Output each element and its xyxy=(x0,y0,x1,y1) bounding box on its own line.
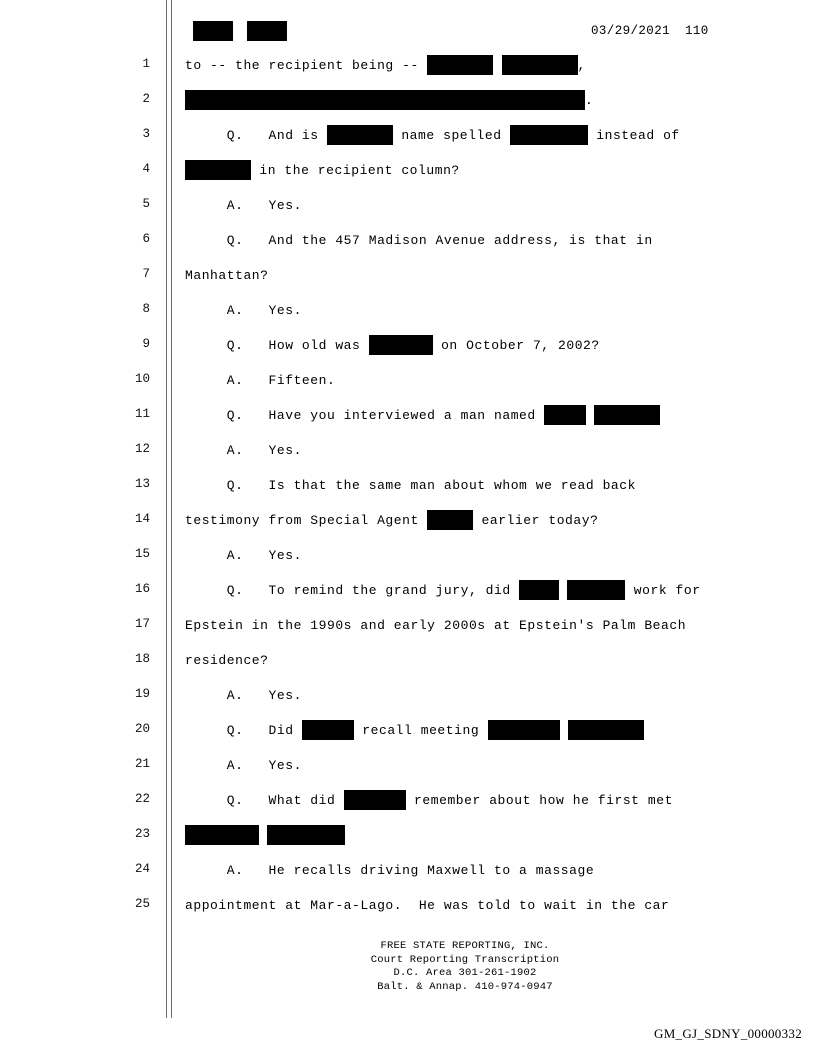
line-text-segment xyxy=(559,583,567,598)
line-number: 10 xyxy=(134,372,150,386)
line-text-segment: in the recipient column? xyxy=(251,163,460,178)
transcript-line xyxy=(0,645,816,680)
line-number: 24 xyxy=(134,862,150,876)
line-number: 20 xyxy=(134,722,150,736)
line-number: 13 xyxy=(134,477,150,491)
line-text xyxy=(185,720,644,742)
line-text-segment: Epstein in the 1990s and early 2000s at Epstein's Palm Beach xyxy=(185,618,687,633)
line-text-segment: Q. Is that the same man about whom we read back xyxy=(185,478,636,493)
line-text xyxy=(185,230,653,252)
line-text xyxy=(185,545,302,567)
footer-line: Court Reporting Transcription xyxy=(370,953,560,966)
transcript-line xyxy=(0,470,816,505)
line-text-segment: A. Yes. xyxy=(185,198,302,213)
line-text-segment xyxy=(560,723,568,738)
line-text-segment xyxy=(586,408,594,423)
line-text-segment: Q. Have you interviewed a man named xyxy=(185,408,545,423)
line-number: 4 xyxy=(142,162,150,176)
line-text-segment: on October 7, 2002? xyxy=(432,338,600,353)
line-number: 12 xyxy=(134,442,150,456)
line-text xyxy=(185,825,345,847)
line-text xyxy=(185,160,460,182)
line-text xyxy=(185,895,669,917)
line-text-segment: testimony from Special Agent xyxy=(185,513,428,528)
redaction-block xyxy=(185,825,259,845)
transcript-line xyxy=(0,540,816,575)
line-text-segment: A. Yes. xyxy=(185,548,302,563)
line-text xyxy=(185,125,680,147)
transcript-line xyxy=(0,435,816,470)
redaction-block xyxy=(327,125,393,145)
line-number: 15 xyxy=(134,547,150,561)
transcript-line xyxy=(0,610,816,645)
line-text xyxy=(185,685,302,707)
transcript-line xyxy=(0,750,816,785)
transcript-line xyxy=(0,120,816,155)
line-text xyxy=(185,90,593,112)
footer-line: D.C. Area 301-261-1902 xyxy=(393,967,537,979)
line-number: 3 xyxy=(142,127,150,141)
transcript-line xyxy=(0,785,816,820)
line-text xyxy=(185,475,636,497)
line-text-segment: appointment at Mar-a-Lago. He was told to wait in the car xyxy=(185,898,670,913)
transcript-line xyxy=(0,50,816,85)
line-number: 17 xyxy=(134,617,150,631)
redaction-block xyxy=(185,160,251,180)
line-text-segment: A. Yes. xyxy=(185,443,302,458)
line-text-segment: Manhattan? xyxy=(185,268,269,283)
line-text xyxy=(185,195,302,217)
line-text-segment: remember about how he first met xyxy=(405,793,673,808)
line-text-segment: Q. Did xyxy=(185,723,302,738)
transcript-line xyxy=(0,400,816,435)
line-number: 21 xyxy=(134,757,150,771)
line-number: 2 xyxy=(142,92,150,106)
line-number: 25 xyxy=(134,897,150,911)
line-text-segment xyxy=(259,828,267,843)
line-number: 19 xyxy=(134,687,150,701)
line-text-segment: Q. How old was xyxy=(185,338,369,353)
line-text xyxy=(185,580,701,602)
line-number: 7 xyxy=(142,267,150,281)
line-text-segment: A. He recalls driving Maxwell to a massage xyxy=(185,863,595,878)
transcript-line xyxy=(0,155,816,190)
line-text xyxy=(185,300,302,322)
line-number: 6 xyxy=(142,232,150,246)
redaction-block xyxy=(193,21,233,41)
redaction-block xyxy=(185,90,585,110)
line-text xyxy=(185,440,302,462)
line-text xyxy=(185,55,586,77)
line-text-segment: Q. And is xyxy=(185,128,327,143)
redaction-block xyxy=(488,720,560,740)
line-text xyxy=(185,790,673,812)
line-text xyxy=(185,405,660,427)
footer-line: FREE STATE REPORTING, INC. xyxy=(380,940,550,952)
line-number: 22 xyxy=(134,792,150,806)
redaction-block xyxy=(502,55,578,75)
line-number: 8 xyxy=(142,302,150,316)
line-number: 5 xyxy=(142,197,150,211)
line-number: 14 xyxy=(134,512,150,526)
transcript-body xyxy=(0,50,816,925)
redaction-block xyxy=(427,55,493,75)
line-text xyxy=(185,335,600,357)
line-text-segment: A. Yes. xyxy=(185,688,302,703)
bates-stamp: GM_GJ_SDNY_00000332 xyxy=(654,1026,802,1041)
line-text-segment: instead of xyxy=(587,128,680,143)
line-text-segment: name spelled xyxy=(392,128,510,143)
line-text-segment xyxy=(493,58,501,73)
transcript-line xyxy=(0,365,816,400)
line-text-segment: recall meeting xyxy=(353,723,488,738)
line-text xyxy=(185,860,594,882)
line-text-segment: Q. And the 457 Madison Avenue address, is that in xyxy=(185,233,653,248)
transcript-line xyxy=(0,505,816,540)
transcript-line xyxy=(0,575,816,610)
line-number: 23 xyxy=(134,827,150,841)
line-text-segment: to -- the recipient being -- xyxy=(185,58,428,73)
line-text xyxy=(185,265,269,287)
transcript-line xyxy=(0,855,816,890)
transcript-line xyxy=(0,225,816,260)
transcript-line xyxy=(0,330,816,365)
redaction-block xyxy=(544,405,586,425)
page-footer xyxy=(185,940,745,994)
line-text xyxy=(185,615,686,637)
line-text xyxy=(185,650,269,672)
transcript-line xyxy=(0,85,816,120)
line-text-segment: . xyxy=(585,93,594,108)
transcript-line xyxy=(0,295,816,330)
line-text-segment: Q. To remind the grand jury, did xyxy=(185,583,520,598)
transcript-line xyxy=(0,890,816,925)
redaction-block xyxy=(568,720,644,740)
line-text xyxy=(185,370,335,392)
line-text-segment: A. Yes. xyxy=(185,758,302,773)
line-text-segment: , xyxy=(577,58,586,73)
redaction-block xyxy=(302,720,354,740)
redaction-block xyxy=(369,335,433,355)
line-text-segment: A. Fifteen. xyxy=(185,373,336,388)
line-text xyxy=(185,510,598,532)
transcript-line xyxy=(0,190,816,225)
redaction-block xyxy=(519,580,559,600)
transcript-line xyxy=(0,680,816,715)
line-number: 1 xyxy=(142,57,150,71)
line-text xyxy=(185,755,302,777)
redaction-block xyxy=(344,790,406,810)
line-text-segment: work for xyxy=(625,583,701,598)
line-number: 11 xyxy=(134,407,150,421)
redaction-block xyxy=(567,580,625,600)
footer-line: Balt. & Annap. 410-974-0947 xyxy=(377,980,553,993)
line-text-segment: Q. What did xyxy=(185,793,344,808)
line-text-segment: residence? xyxy=(185,653,269,668)
transcript-date: 03/29/2021 xyxy=(591,24,671,38)
line-number: 18 xyxy=(134,652,150,666)
redaction-block xyxy=(594,405,660,425)
line-text-segment: A. Yes. xyxy=(185,303,302,318)
line-text-segment: earlier today? xyxy=(473,513,599,528)
redaction-block xyxy=(267,825,345,845)
redaction-block xyxy=(510,125,588,145)
redaction-block xyxy=(247,21,287,41)
redaction-block xyxy=(427,510,473,530)
line-number: 9 xyxy=(142,337,150,351)
transcript-line xyxy=(0,820,816,855)
line-number: 16 xyxy=(134,582,150,596)
transcript-line xyxy=(0,260,816,295)
transcript-page-number: 110 xyxy=(685,24,709,38)
transcript-line xyxy=(0,715,816,750)
